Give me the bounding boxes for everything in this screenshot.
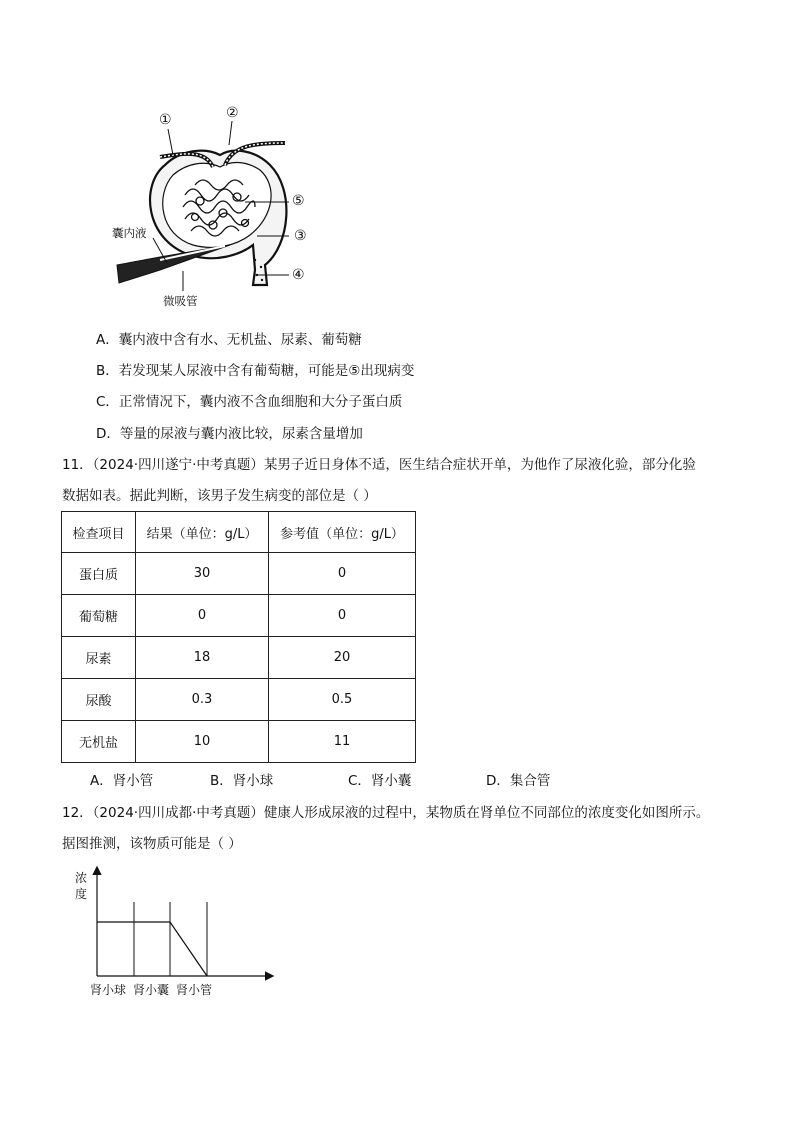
- q10-option-c: C．正常情况下，囊内液不含血细胞和大分子蛋白质: [96, 394, 403, 410]
- table-cell: 20: [269, 637, 416, 679]
- table-cell: 尿素: [62, 637, 136, 679]
- chart-xlabel-3: 肾小管: [176, 983, 213, 997]
- concentration-chart: [90, 864, 280, 984]
- table-cell: 0.3: [136, 679, 269, 721]
- chart-ylabel-1: 浓: [75, 871, 88, 885]
- table-row: [62, 637, 416, 679]
- table-header-row: [62, 512, 416, 553]
- urine-test-table: [61, 511, 416, 763]
- table-cell: 18: [136, 637, 269, 679]
- concentration-line: [97, 922, 207, 976]
- table-header: 结果（单位：g/L）: [136, 512, 269, 553]
- chart-ylabel-2: 度: [75, 887, 88, 901]
- table-cell: 葡萄糖: [62, 595, 136, 637]
- q10-option-b: B．若发现某人尿液中含有葡萄糖，可能是⑤出现病变: [96, 363, 415, 379]
- q11-choice-a: A．肾小管: [90, 773, 154, 789]
- q10-option-a: A．囊内液中含有水、无机盐、尿素、葡萄糖: [96, 332, 362, 348]
- table-cell: 0: [136, 595, 269, 637]
- table-header: 参考值（单位：g/L）: [269, 512, 416, 553]
- q11-choice-c: C．肾小囊: [348, 773, 412, 789]
- chart-xlabel-2: 肾小囊: [133, 983, 170, 997]
- q11-stem-line2: 数据如表。据此判断，该男子发生病变的部位是（ ）: [62, 488, 377, 504]
- table-cell: 0.5: [269, 679, 416, 721]
- table-cell: 尿酸: [62, 679, 136, 721]
- table-cell: 30: [136, 553, 269, 595]
- table-row: [62, 679, 416, 721]
- label-4: ④: [292, 267, 305, 283]
- label-1: ①: [159, 112, 172, 128]
- label-3: ③: [294, 228, 307, 244]
- q11-stem-line1: 11．（2024·四川遂宁·中考真题）某男子近日身体不适，医生结合症状开单，为他作了尿液化验，部分化验: [62, 457, 696, 473]
- q10-option-d: D．等量的尿液与囊内液比较，尿素含量增加: [96, 426, 363, 442]
- label-nangneiye: 囊内液: [112, 226, 147, 240]
- table-header: 检查项目: [62, 512, 136, 553]
- q11-choice-d: D．集合管: [486, 773, 551, 789]
- table-cell: 11: [269, 721, 416, 763]
- table-row: [62, 721, 416, 763]
- table-cell: 10: [136, 721, 269, 763]
- q11-choice-b: B．肾小球: [210, 773, 274, 789]
- table-cell: 0: [269, 595, 416, 637]
- q12-stem-line2: 据图推测，该物质可能是（ ）: [62, 836, 242, 852]
- chart-xlabel-1: 肾小球: [90, 983, 127, 997]
- table-row: [62, 595, 416, 637]
- table-cell: 蛋白质: [62, 553, 136, 595]
- label-5: ⑤: [292, 193, 305, 209]
- label-weixiguan: 微吸管: [163, 294, 198, 308]
- table-row: [62, 553, 416, 595]
- table-cell: 0: [269, 553, 416, 595]
- table-cell: 无机盐: [62, 721, 136, 763]
- q12-stem-line1: 12．（2024·四川成都·中考真题）健康人形成尿液的过程中，某物质在肾单位不同部位的浓度变化如图所示。: [62, 805, 710, 821]
- label-2: ②: [226, 105, 239, 121]
